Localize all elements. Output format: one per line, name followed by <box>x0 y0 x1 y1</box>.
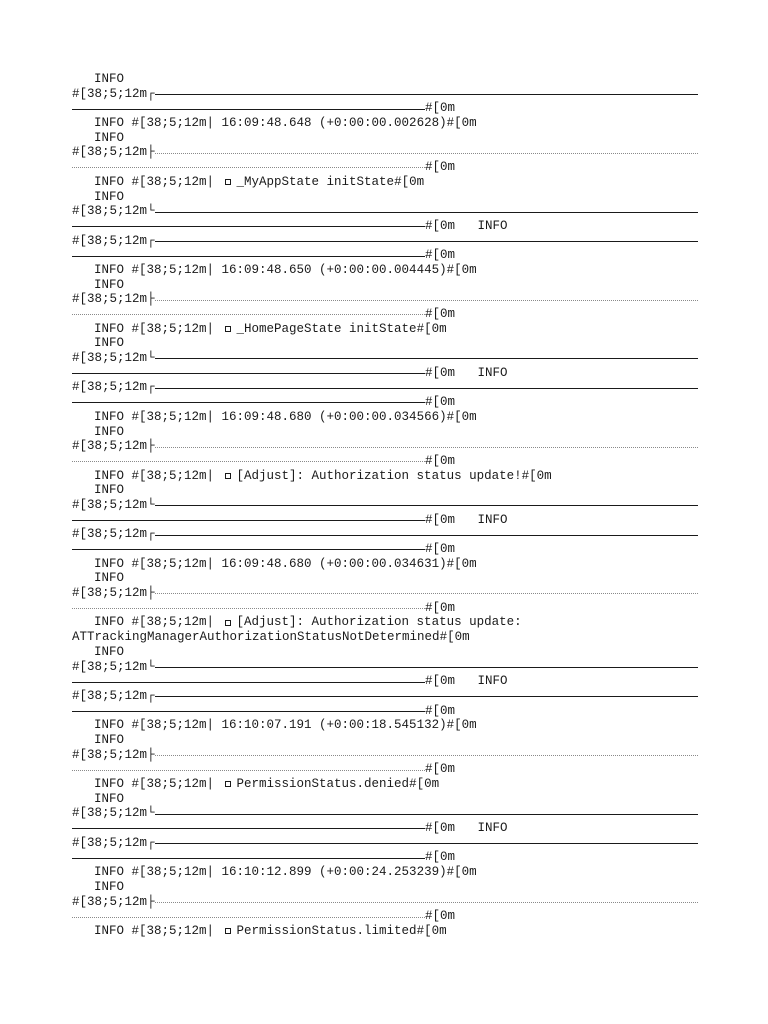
escape-code: #[38;5;12m┌ <box>72 86 155 101</box>
box-bottom-level <box>72 792 698 807</box>
message-line <box>72 615 698 630</box>
box-top-start <box>72 527 698 542</box>
escape-code: #[38;5;12m┌ <box>72 527 155 542</box>
box-top-start <box>72 836 698 851</box>
log-level: INFO <box>455 674 508 689</box>
escape-code: #[38;5;12m└ <box>72 351 155 366</box>
escape-code: #[38;5;12m┌ <box>72 688 155 703</box>
box-top-rule-cont <box>72 711 425 712</box>
timestamp: 16:10:07.191 (+0:00:18.545132) <box>221 718 447 733</box>
message-wrap-line <box>72 630 698 645</box>
escape-reset: #[0m <box>425 160 456 175</box>
log-prefix: INFO #[38;5;12m| <box>94 718 222 733</box>
box-bottom-level <box>72 336 698 351</box>
escape-code: #[38;5;12m└ <box>72 806 155 821</box>
log-message: [Adjust]: Authorization status update: <box>236 615 522 630</box>
escape-code: #[38;5;12m└ <box>72 497 155 512</box>
log-level: INFO <box>94 72 125 86</box>
box-top-start <box>72 380 698 395</box>
log-prefix: INFO #[38;5;12m| <box>94 923 222 938</box>
box-divider-rule <box>155 755 698 756</box>
timestamp: 16:09:48.680 (+0:00:00.034566) <box>221 409 447 424</box>
box-divider-level <box>72 131 698 146</box>
log-message: [Adjust]: Authorization status update! <box>236 468 522 483</box>
log-level: INFO <box>94 130 125 145</box>
log-prefix: INFO #[38;5;12m| <box>94 409 222 424</box>
bullet-icon <box>225 928 231 934</box>
log-message-wrap: ATTrackingManagerAuthorizationStatusNotDetermined <box>72 630 440 645</box>
box-divider-rule-cont <box>72 314 425 315</box>
escape-reset: #[0m <box>409 777 440 791</box>
box-bottom-start <box>72 660 698 675</box>
escape-reset: #[0m <box>425 248 456 263</box>
box-bottom-rule-cont <box>72 682 425 683</box>
timestamp: 16:09:48.648 (+0:00:00.002628) <box>221 116 447 131</box>
escape-code: #[38;5;12m├ <box>72 145 155 160</box>
log-output <box>72 72 698 939</box>
box-bottom-rule-cont <box>72 520 425 521</box>
escape-reset: #[0m <box>425 365 456 380</box>
box-bottom-start <box>72 498 698 513</box>
timestamp: 16:09:48.680 (+0:00:00.034631) <box>221 556 447 571</box>
box-top-start <box>72 234 698 249</box>
box-divider-rule-cont <box>72 917 425 918</box>
escape-code: #[38;5;12m┌ <box>72 380 155 395</box>
box-divider-start <box>72 292 698 307</box>
log-prefix: INFO #[38;5;12m| <box>94 174 222 189</box>
box-divider-rule <box>155 300 698 301</box>
box-divider-start <box>72 586 698 601</box>
log-message: PermissionStatus.limited <box>236 923 417 938</box>
log-level: INFO <box>94 571 125 586</box>
log-level: INFO <box>94 483 125 498</box>
box-bottom-end <box>72 513 698 528</box>
box-bottom-rule <box>155 814 698 815</box>
box-top-end <box>72 850 698 865</box>
timestamp: 16:10:12.899 (+0:00:24.253239) <box>221 865 447 880</box>
message-line <box>72 924 698 939</box>
box-top-level <box>72 72 698 87</box>
escape-reset: #[0m <box>425 909 456 924</box>
box-bottom-rule <box>155 358 698 359</box>
escape-code: #[38;5;12m├ <box>72 439 155 454</box>
log-prefix: INFO #[38;5;12m| <box>94 556 222 571</box>
timestamp: 16:09:48.650 (+0:00:00.004445) <box>221 262 447 277</box>
box-divider-level <box>72 571 698 586</box>
box-divider-level <box>72 425 698 440</box>
escape-reset: #[0m <box>446 409 477 424</box>
escape-reset: #[0m <box>425 762 456 777</box>
log-level: INFO <box>94 732 125 747</box>
bullet-icon <box>225 473 231 479</box>
timestamp-line <box>72 116 698 131</box>
box-divider-rule-cont <box>72 461 425 462</box>
escape-code: #[38;5;12m├ <box>72 894 155 909</box>
timestamp-line <box>72 557 698 572</box>
box-bottom-rule-cont <box>72 828 425 829</box>
bullet-icon <box>225 620 231 626</box>
log-level: INFO <box>455 365 508 380</box>
escape-reset: #[0m <box>416 321 447 336</box>
box-divider-start <box>72 145 698 160</box>
bullet-icon <box>225 179 231 185</box>
box-divider-start <box>72 439 698 454</box>
box-top-rule <box>155 241 698 242</box>
box-bottom-start <box>72 806 698 821</box>
bullet-icon <box>225 326 231 332</box>
log-level: INFO <box>94 644 125 659</box>
log-level: INFO <box>455 218 508 233</box>
box-top-rule <box>155 696 698 697</box>
box-top-rule-cont <box>72 549 425 550</box>
box-divider-end <box>72 307 698 322</box>
box-top-end <box>72 704 698 719</box>
escape-code: #[38;5;12m├ <box>72 586 155 601</box>
box-divider-end <box>72 909 698 924</box>
box-divider-rule <box>155 902 698 903</box>
box-bottom-start <box>72 204 698 219</box>
box-divider-rule-cont <box>72 167 425 168</box>
escape-reset: #[0m <box>446 116 477 131</box>
box-bottom-start <box>72 351 698 366</box>
box-divider-rule-cont <box>72 770 425 771</box>
box-divider-end <box>72 601 698 616</box>
box-bottom-end <box>72 219 698 234</box>
escape-reset: #[0m <box>425 395 456 410</box>
box-divider-rule-cont <box>72 608 425 609</box>
box-divider-end <box>72 454 698 469</box>
box-bottom-rule-cont <box>72 226 425 227</box>
timestamp-line <box>72 718 698 733</box>
box-bottom-end <box>72 821 698 836</box>
box-bottom-end <box>72 674 698 689</box>
box-divider-rule <box>155 447 698 448</box>
log-prefix: INFO #[38;5;12m| <box>94 615 222 630</box>
box-bottom-level <box>72 190 698 205</box>
log-level: INFO <box>455 512 508 527</box>
box-top-end <box>72 248 698 263</box>
box-bottom-level <box>72 645 698 660</box>
bullet-icon <box>225 781 231 787</box>
escape-reset: #[0m <box>416 923 447 938</box>
escape-code: #[38;5;12m└ <box>72 659 155 674</box>
box-divider-end <box>72 762 698 777</box>
box-bottom-rule <box>155 212 698 213</box>
escape-reset: #[0m <box>425 821 456 836</box>
box-bottom-end <box>72 366 698 381</box>
escape-code: #[38;5;12m┌ <box>72 233 155 248</box>
escape-reset: #[0m <box>425 218 456 233</box>
log-prefix: INFO #[38;5;12m| <box>94 468 222 483</box>
box-divider-rule <box>155 593 698 594</box>
escape-reset: #[0m <box>425 703 456 718</box>
box-bottom-rule <box>155 505 698 506</box>
box-top-start <box>72 87 698 102</box>
box-bottom-level <box>72 483 698 498</box>
box-top-rule-cont <box>72 402 425 403</box>
log-prefix: INFO #[38;5;12m| <box>94 865 222 880</box>
message-line <box>72 175 698 190</box>
box-top-rule <box>155 94 698 95</box>
box-top-end <box>72 101 698 116</box>
escape-reset: #[0m <box>446 865 477 880</box>
box-bottom-rule <box>155 667 698 668</box>
escape-reset: #[0m <box>439 630 470 645</box>
timestamp-line <box>72 263 698 278</box>
box-divider-level <box>72 880 698 895</box>
escape-reset: #[0m <box>425 101 456 116</box>
box-divider-end <box>72 160 698 175</box>
log-prefix: INFO #[38;5;12m| <box>94 262 222 277</box>
escape-reset: #[0m <box>446 262 477 277</box>
box-top-rule <box>155 535 698 536</box>
escape-code: #[38;5;12m┌ <box>72 835 155 850</box>
log-message: _HomePageState initState <box>236 321 417 336</box>
escape-reset: #[0m <box>425 307 456 321</box>
log-level: INFO <box>94 189 125 204</box>
log-level: INFO <box>94 424 125 439</box>
box-divider-rule <box>155 153 698 154</box>
escape-reset: #[0m <box>425 674 456 689</box>
escape-reset: #[0m <box>394 174 425 189</box>
box-top-rule <box>155 843 698 844</box>
box-divider-level <box>72 278 698 293</box>
log-prefix: INFO #[38;5;12m| <box>94 116 222 131</box>
escape-reset: #[0m <box>425 512 456 527</box>
escape-reset: #[0m <box>446 556 477 571</box>
message-line <box>72 322 698 337</box>
log-level: INFO <box>94 336 125 351</box>
message-line <box>72 469 698 484</box>
log-level: INFO <box>455 821 508 836</box>
timestamp-line <box>72 865 698 880</box>
escape-reset: #[0m <box>425 600 456 615</box>
log-level: INFO <box>94 879 125 894</box>
escape-code: #[38;5;12m├ <box>72 292 155 307</box>
timestamp-line <box>72 410 698 425</box>
escape-reset: #[0m <box>446 718 477 733</box>
log-message: PermissionStatus.denied <box>236 777 410 791</box>
box-divider-start <box>72 895 698 910</box>
box-divider-start <box>72 748 698 763</box>
escape-code: #[38;5;12m└ <box>72 204 155 219</box>
box-top-rule-cont <box>72 256 425 257</box>
box-top-end <box>72 395 698 410</box>
box-bottom-rule-cont <box>72 373 425 374</box>
escape-code: #[38;5;12m├ <box>72 747 155 762</box>
box-top-rule-cont <box>72 858 425 859</box>
escape-reset: #[0m <box>425 542 456 556</box>
log-message: _MyAppState initState <box>236 174 395 189</box>
box-top-rule <box>155 388 698 389</box>
box-top-end <box>72 542 698 557</box>
log-level: INFO <box>94 277 125 292</box>
message-line <box>72 777 698 792</box>
escape-reset: #[0m <box>425 453 456 468</box>
escape-reset: #[0m <box>425 850 456 865</box>
box-divider-level <box>72 733 698 748</box>
log-level: INFO <box>94 791 125 806</box>
box-top-start <box>72 689 698 704</box>
log-prefix: INFO #[38;5;12m| <box>94 777 222 791</box>
box-top-rule-cont <box>72 109 425 110</box>
escape-reset: #[0m <box>521 468 552 483</box>
log-prefix: INFO #[38;5;12m| <box>94 321 222 336</box>
